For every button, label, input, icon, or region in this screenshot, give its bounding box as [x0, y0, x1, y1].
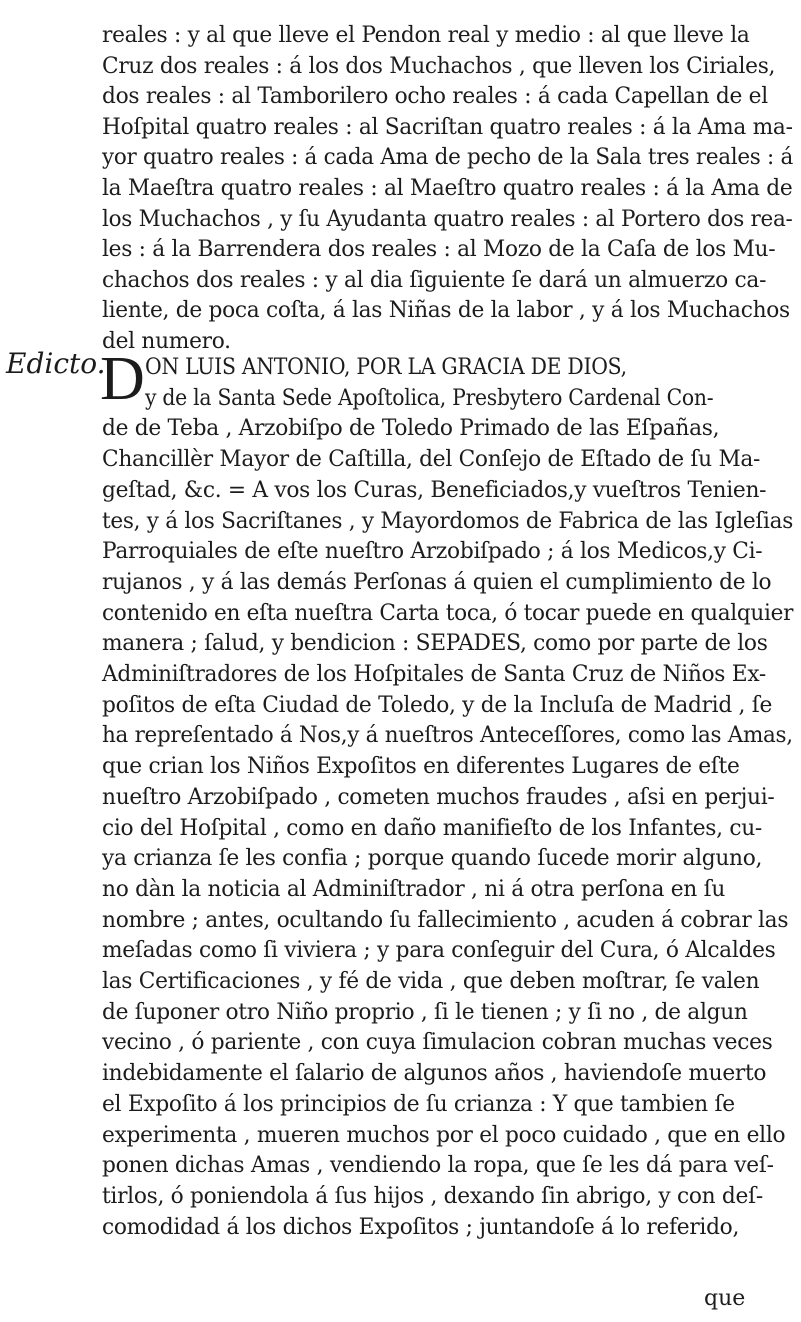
text-line: tes, y á los Sacriſtanes , y Mayordomos de Fabrica de las Igleſias: [102, 508, 794, 534]
text-line: de de Teba , Arzobiſpo de Toledo Primado de las Eſpañas,: [102, 416, 720, 442]
text-line: que crian los Niños Expoſitos en diferentes Lugares de eſte: [102, 754, 740, 780]
text-line: yor quatro reales : á cada Ama de pecho de la Sala tres reales : á: [102, 145, 794, 171]
text-line: ON LUIS ANTONIO, POR LA GRACIA DE DIOS,: [145, 355, 627, 380]
catchword: que: [704, 1286, 746, 1311]
text-line: no dàn la noticia al Adminiſtrador , ni á otra perſona en ſu: [102, 876, 726, 902]
text-line: dos reales : al Tamborilero ocho reales : á cada Capellan de el: [102, 84, 768, 110]
text-line: les : á la Barrendera dos reales : al Mozo de la Caſa de los Mu-: [102, 237, 776, 263]
text-line: ya crianza ſe les confia ; porque quando ſucede morir alguno,: [102, 846, 763, 872]
text-line: chachos dos reales : y al dia ſiguiente ſe dará un almuerzo ca-: [102, 267, 767, 293]
text-line: rujanos , y á las demás Perſonas á quien el cumplimiento de lo: [102, 569, 772, 595]
text-line: Adminiſtradores de los Hoſpitales de Santa Cruz de Niños Ex-: [102, 662, 766, 687]
text-line: las Certificaciones , y fé de vida , que deben moſtrar, ſe valen: [102, 969, 760, 994]
text-line: manera ; ſalud, y bendicion : SEPADES, como por parte de los: [102, 631, 768, 657]
text-line: Hoſpital quatro reales : al Sacriſtan quatro reales : á la Ama ma-: [102, 114, 793, 140]
text-line: liente, de poca coſta, á las Niñas de la labor , y á los Muchachos: [102, 298, 790, 324]
drop-cap-letter: D: [100, 345, 145, 413]
text-line: nueſtro Arzobiſpado , cometen muchos fraudes , aſsi en perjui-: [102, 784, 775, 810]
text-line: poſitos de eſta Ciudad de Toledo, y de la Incluſa de Madrid , ſe: [102, 692, 773, 718]
text-line: experimenta , mueren muchos por el poco cuidado , que en ello: [102, 1122, 786, 1148]
text-line: ha repreſentado á Nos,y á nueſtros Anteceſſores, como las Amas,: [102, 723, 793, 749]
text-line: la Maeſtra quatro reales : al Maeſtro quatro reales : á la Ama de: [102, 176, 793, 201]
text-line: del numero.: [102, 329, 231, 354]
text-line: los Muchachos , y ſu Ayudanta quatro reales : al Portero dos rea-: [102, 206, 793, 232]
text-line: Parroquiales de eſte nueſtro Arzobiſpado ; á los Medicos,y Ci-: [102, 539, 763, 565]
text-line: nombre ; antes, ocultando ſu fallecimiento , acuden á cobrar las: [102, 907, 789, 933]
text-line: tirlos, ó poniendola á ſus hijos , dexando ſin abrigo, y con deſ-: [102, 1183, 763, 1209]
text-line: comodidad á los dichos Expoſitos ; juntandoſe á lo referido,: [102, 1214, 740, 1240]
text-line: Cruz dos reales : á los dos Muchachos , que lleven los Ciriales,: [102, 53, 776, 79]
text-line: ponen dichas Amas , vendiendo la ropa, que ſe les dá para veſ-: [102, 1153, 774, 1179]
text-line: de ſuponer otro Niño proprio , ſi le tienen ; y ſi no , de algun: [102, 999, 748, 1025]
text-line: meſadas como ſi viviera ; y para conſeguir del Cura, ó Alcaldes: [102, 938, 776, 964]
margin-note-edicto: Edicto.: [6, 347, 106, 380]
text-line: vecino , ó pariente , con cuya ſimulacion cobran muchas veces: [102, 1030, 773, 1056]
text-line: Chancillèr Mayor de Caſtilla, del Conſejo de Eſtado de ſu Ma-: [102, 447, 761, 473]
text-line: reales : y al que lleve el Pendon real y medio : al que lleve la: [102, 23, 750, 48]
text-line: indebidamente el ſalario de algunos años , haviendoſe muerto: [102, 1061, 767, 1087]
text-line: cio del Hoſpital , como en daño manifieſto de los Infantes, cu-: [102, 815, 762, 841]
text-line: el Expoſito á los principios de ſu crianza : Y que tambien ſe: [102, 1091, 735, 1117]
text-line: y de la Santa Sede Apoſtolica, Presbytero Cardenal Con-: [145, 385, 714, 411]
text-line: contenido en eſta nueſtra Carta toca, ó tocar puede en qualquier: [102, 600, 794, 626]
text-line: geſtad, &c. = A vos los Curas, Beneficiados,y vueſtros Tenien-: [102, 477, 767, 503]
